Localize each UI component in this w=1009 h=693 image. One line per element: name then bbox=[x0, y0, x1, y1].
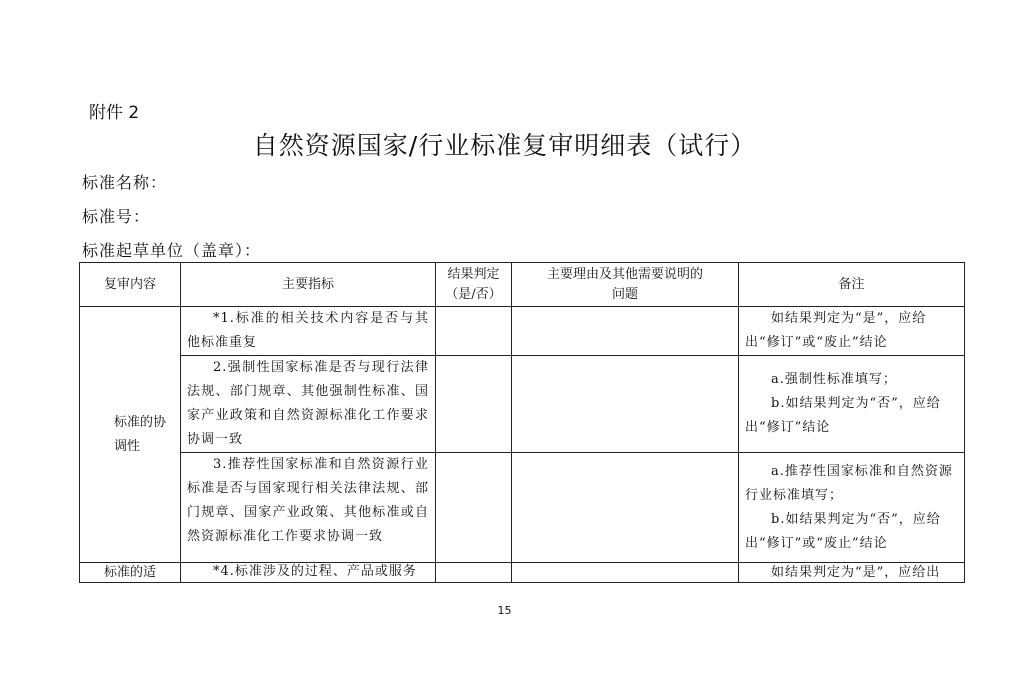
result-cell bbox=[436, 356, 512, 453]
table-header-row bbox=[80, 263, 965, 307]
remark-text: b.如结果判定为“否”，应给出“修订”或“废止”结论 bbox=[745, 511, 941, 551]
result-cell bbox=[436, 563, 512, 583]
category-applicability-text: 标准的适 bbox=[103, 564, 156, 580]
review-table bbox=[79, 262, 965, 583]
header-reason bbox=[512, 263, 739, 307]
header-content: 复审内容 bbox=[80, 263, 181, 307]
field-standard-number: 标准号： bbox=[82, 207, 151, 226]
category-applicability bbox=[80, 563, 181, 583]
table-row bbox=[80, 356, 965, 453]
remark-text: a.推荐性国家标准和自然资源行业标准填写； bbox=[745, 463, 953, 503]
indicator-cell bbox=[181, 307, 436, 356]
indicator-cell bbox=[181, 563, 436, 583]
header-result-line1: 结果判定 bbox=[447, 266, 500, 282]
remark-text: a.强制性标准填写； bbox=[771, 372, 897, 387]
result-cell bbox=[436, 307, 512, 356]
category-coordination bbox=[80, 307, 181, 563]
table-row bbox=[80, 453, 965, 563]
reason-cell bbox=[512, 356, 739, 453]
remark-text: 如结果判定为“是”，应给出 bbox=[771, 564, 941, 580]
field-standard-name: 标准名称： bbox=[82, 173, 168, 192]
table-row bbox=[80, 563, 965, 583]
result-cell bbox=[436, 453, 512, 563]
header-result bbox=[436, 263, 512, 307]
indicator-cell bbox=[181, 453, 436, 563]
reason-cell bbox=[512, 453, 739, 563]
header-indicator: 主要指标 bbox=[181, 263, 436, 307]
document-title: 自然资源国家/行业标准复审明细表（试行） bbox=[252, 131, 757, 160]
page-number: 15 bbox=[497, 604, 512, 617]
remark-cell bbox=[739, 563, 965, 583]
remark-cell bbox=[739, 307, 965, 356]
category-coordination-text: 标准的协调性 bbox=[114, 414, 167, 454]
indicator-cell bbox=[181, 356, 436, 453]
remark-text: 如结果判定为“是”，应给出“修订”或“废止”结论 bbox=[745, 311, 927, 350]
table-row bbox=[80, 307, 965, 356]
indicator-text: *4.标准涉及的过程、产品或服务 bbox=[213, 564, 417, 579]
indicator-text: 2.强制性国家标准是否与现行法律法规、部门规章、其他强制性标准、国家产业政策和自然资源标准化工作要求协调一致 bbox=[187, 360, 429, 447]
reason-cell bbox=[512, 307, 739, 356]
attachment-label: 附件 2 bbox=[89, 103, 140, 123]
remark-cell bbox=[739, 453, 965, 563]
indicator-text: 3.推荐性国家标准和自然资源行业标准是否与国家现行相关法律法规、部门规章、国家产业政策、其他标准或自然资源标准化工作要求协调一致 bbox=[187, 457, 429, 544]
reason-cell bbox=[512, 563, 739, 583]
header-remark: 备注 bbox=[739, 263, 965, 307]
field-drafting-unit: 标准起草单位（盖章）： bbox=[82, 241, 262, 260]
remark-text: b.如结果判定为“否”，应给出“修订”结论 bbox=[745, 396, 941, 435]
header-reason-line1: 主要理由及其他需要说明的 bbox=[546, 266, 703, 282]
indicator-text: *1.标准的相关技术内容是否与其他标准重复 bbox=[187, 311, 429, 350]
header-reason-line2: 问题 bbox=[611, 286, 638, 302]
header-result-line2: （是/否） bbox=[445, 286, 502, 302]
remark-cell bbox=[739, 356, 965, 453]
